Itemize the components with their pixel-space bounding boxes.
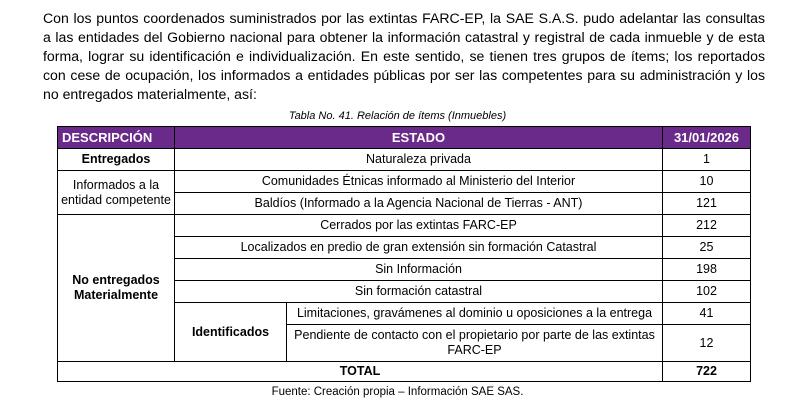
subgroup-identificados: Identificados — [175, 303, 287, 362]
value-cell: 1 — [663, 149, 751, 171]
estado-cell: Sin Información — [175, 259, 663, 281]
group-entregados: Entregados — [58, 149, 175, 171]
estado-cell: Cerrados por las extintas FARC-EP — [175, 215, 663, 237]
estado-cell: Comunidades Étnicas informado al Ministerio del Interior — [175, 171, 663, 193]
estado-cell: Pendiente de contacto con el propietario por parte de las extintas FARC-EP — [287, 325, 663, 362]
value-cell: 41 — [663, 303, 751, 325]
intro-paragraph: Con los puntos coordenados suministrados por las extintas FARC-EP, la SAE S.A.S. pudo adelantar las consultas a las entidades del Gobierno nacional para obtener la información catastral y registral de cada inmueble y de esta forma, lograr su identificación e individualización. En este sentido, se tienen tres grupos de ítems; los reportados con cese de ocupación, los informados a entidades públicas por ser las competentes para su administración y los no entregados materialmente, así: — [43, 10, 765, 102]
total-row — [58, 362, 751, 382]
header-fecha: 31/01/2026 — [663, 127, 751, 149]
table-source: Fuente: Creación propia – Información SAE SAS. — [271, 386, 524, 398]
estado-cell: Sin formación catastral — [175, 281, 663, 303]
value-cell: 102 — [663, 281, 751, 303]
value-cell: 198 — [663, 259, 751, 281]
estado-cell: Baldíos (Informado a la Agencia Nacional de Tierras - ANT) — [175, 193, 663, 215]
header-estado: ESTADO — [175, 127, 663, 149]
value-cell: 212 — [663, 215, 751, 237]
group-no-entregados: No entregados Materialmente — [58, 215, 175, 362]
estado-cell: Limitaciones, gravámenes al dominio u oposiciones a la entrega — [287, 303, 663, 325]
table-caption: Tabla No. 41. Relación de ítems (Inmuebles) — [288, 110, 507, 122]
estado-cell: Naturaleza privada — [175, 149, 663, 171]
value-cell: 10 — [663, 171, 751, 193]
total-value: 722 — [663, 362, 751, 382]
table-row — [58, 215, 751, 237]
value-cell: 121 — [663, 193, 751, 215]
group-informados: Informados a la entidad competente — [58, 171, 175, 215]
value-cell: 25 — [663, 237, 751, 259]
estado-cell: Localizados en predio de gran extensión sin formación Catastral — [175, 237, 663, 259]
table-row — [58, 149, 751, 171]
value-cell: 12 — [663, 325, 751, 362]
table-row — [58, 171, 751, 193]
table-header-row — [58, 127, 751, 149]
header-descripcion: DESCRIPCIÓN — [58, 127, 175, 149]
items-table — [57, 126, 751, 382]
total-label: TOTAL — [58, 362, 663, 382]
